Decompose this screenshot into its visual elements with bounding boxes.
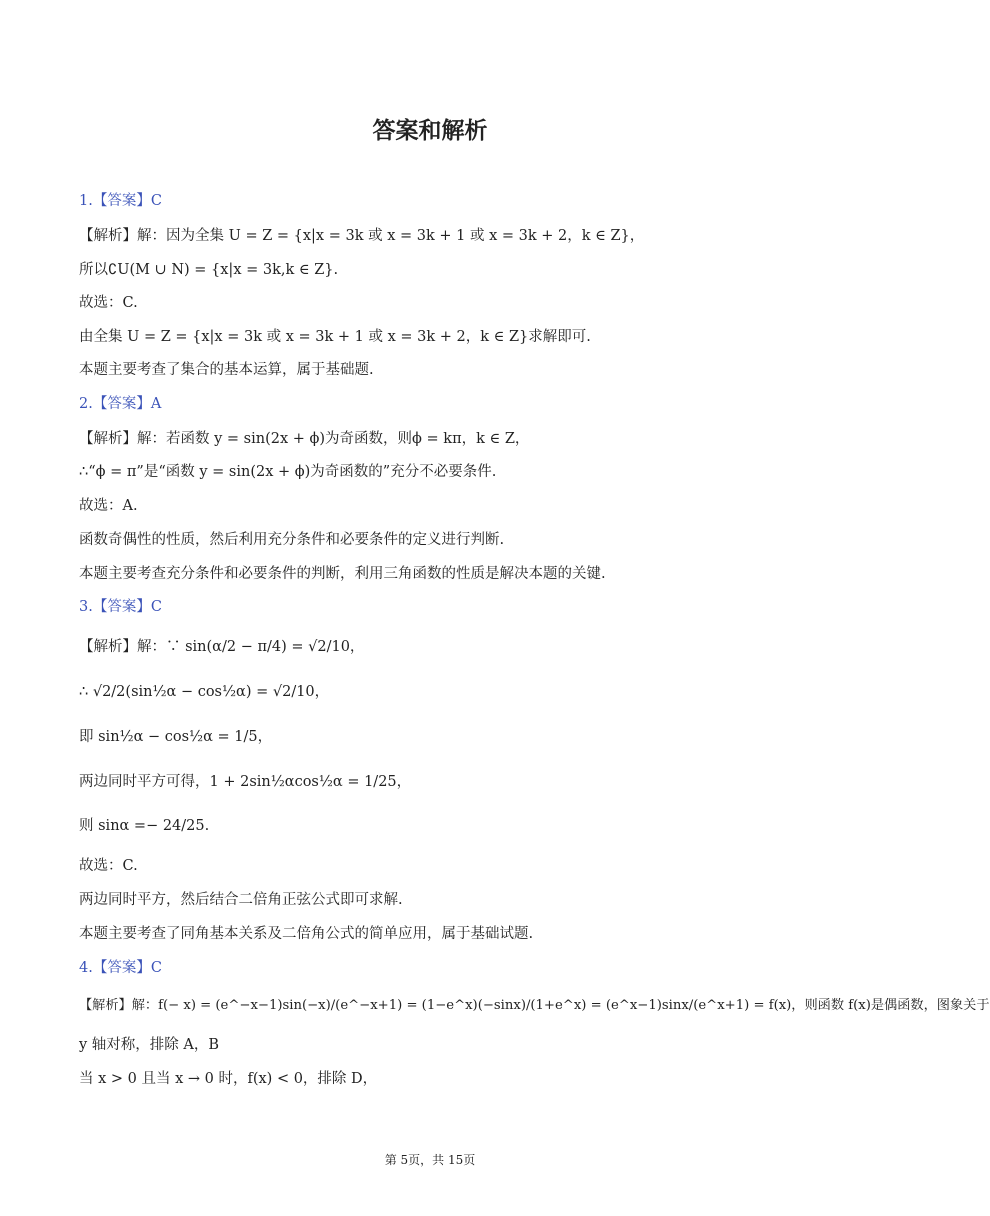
q3-analysis-line: 则 sinα =− 24/25.	[79, 818, 210, 834]
q2-analysis-line: ∴“ϕ = π”是“函数 y = sin(2x + ϕ)为奇函数的”充分不必要条件.	[79, 464, 497, 480]
q3-analysis-line: 两边同时平方可得，1 + 2sin½αcos½α = 1/25，	[79, 774, 412, 790]
q1-analysis-line: 本题主要考查了集合的基本运算，属于基础题.	[79, 362, 374, 378]
q2-answer: 2.【答案】A	[79, 396, 162, 412]
q1-analysis-line: 【解析】解：因为全集 U = Z = {x|x = 3k 或 x = 3k + 1 或 x = 3k + 2，k ∈ Z}，	[79, 228, 645, 244]
q2-analysis-line: 【解析】解：若函数 y = sin(2x + ϕ)为奇函数，则ϕ = kπ，k ∈ Z，	[79, 431, 530, 447]
q1-answer: 1.【答案】C	[79, 193, 162, 209]
q1-analysis-line: 所以∁U(M ∪ N) = {x|x = 3k,k ∈ Z}.	[79, 262, 339, 278]
q3-analysis-line: 本题主要考查了同角基本关系及二倍角公式的简单应用，属于基础试题.	[79, 926, 534, 942]
q2-analysis-line: 本题主要考查充分条件和必要条件的判断，利用三角函数的性质是解决本题的关键.	[79, 566, 606, 582]
q4-analysis-line: 【解析】解：f(− x) = (e^−x−1)sin(−x)/(e^−x+1) = (1−e^x)(−sinx)/(1+e^x) = (e^x−1)sinx/(e^x+1) = f(x)，则函数 f(x)是偶函数，图象关于	[79, 998, 990, 1013]
q4-analysis-line: y 轴对称，排除 A，B	[79, 1037, 220, 1053]
q2-analysis-line: 函数奇偶性的性质，然后利用充分条件和必要条件的定义进行判断.	[79, 532, 505, 548]
q3-answer: 3.【答案】C	[79, 599, 162, 615]
q3-analysis-line: 故选：C.	[79, 858, 138, 874]
q4-analysis-line: 当 x > 0 且当 x → 0 时，f(x) < 0，排除 D，	[79, 1071, 378, 1087]
q3-analysis-line: ∴ √2/2(sin½α − cos½α) = √2/10，	[79, 684, 330, 700]
q3-analysis-line: 两边同时平方，然后结合二倍角正弦公式即可求解.	[79, 892, 403, 908]
q4-answer: 4.【答案】C	[79, 960, 162, 976]
page-footer: 第 5页，共 15页	[384, 1153, 476, 1167]
q3-analysis-line: 即 sin½α − cos½α = 1/5，	[79, 729, 273, 745]
q1-analysis-line: 由全集 U = Z = {x|x = 3k 或 x = 3k + 1 或 x = 3k + 2，k ∈ Z}求解即可.	[79, 329, 591, 345]
q1-analysis-line: 故选：C.	[79, 295, 138, 311]
page-title: 答案和解析	[372, 118, 488, 144]
q2-analysis-line: 故选：A.	[79, 498, 138, 514]
q3-analysis-line: 【解析】解：∵ sin(α/2 − π/4) = √2/10，	[79, 639, 365, 655]
